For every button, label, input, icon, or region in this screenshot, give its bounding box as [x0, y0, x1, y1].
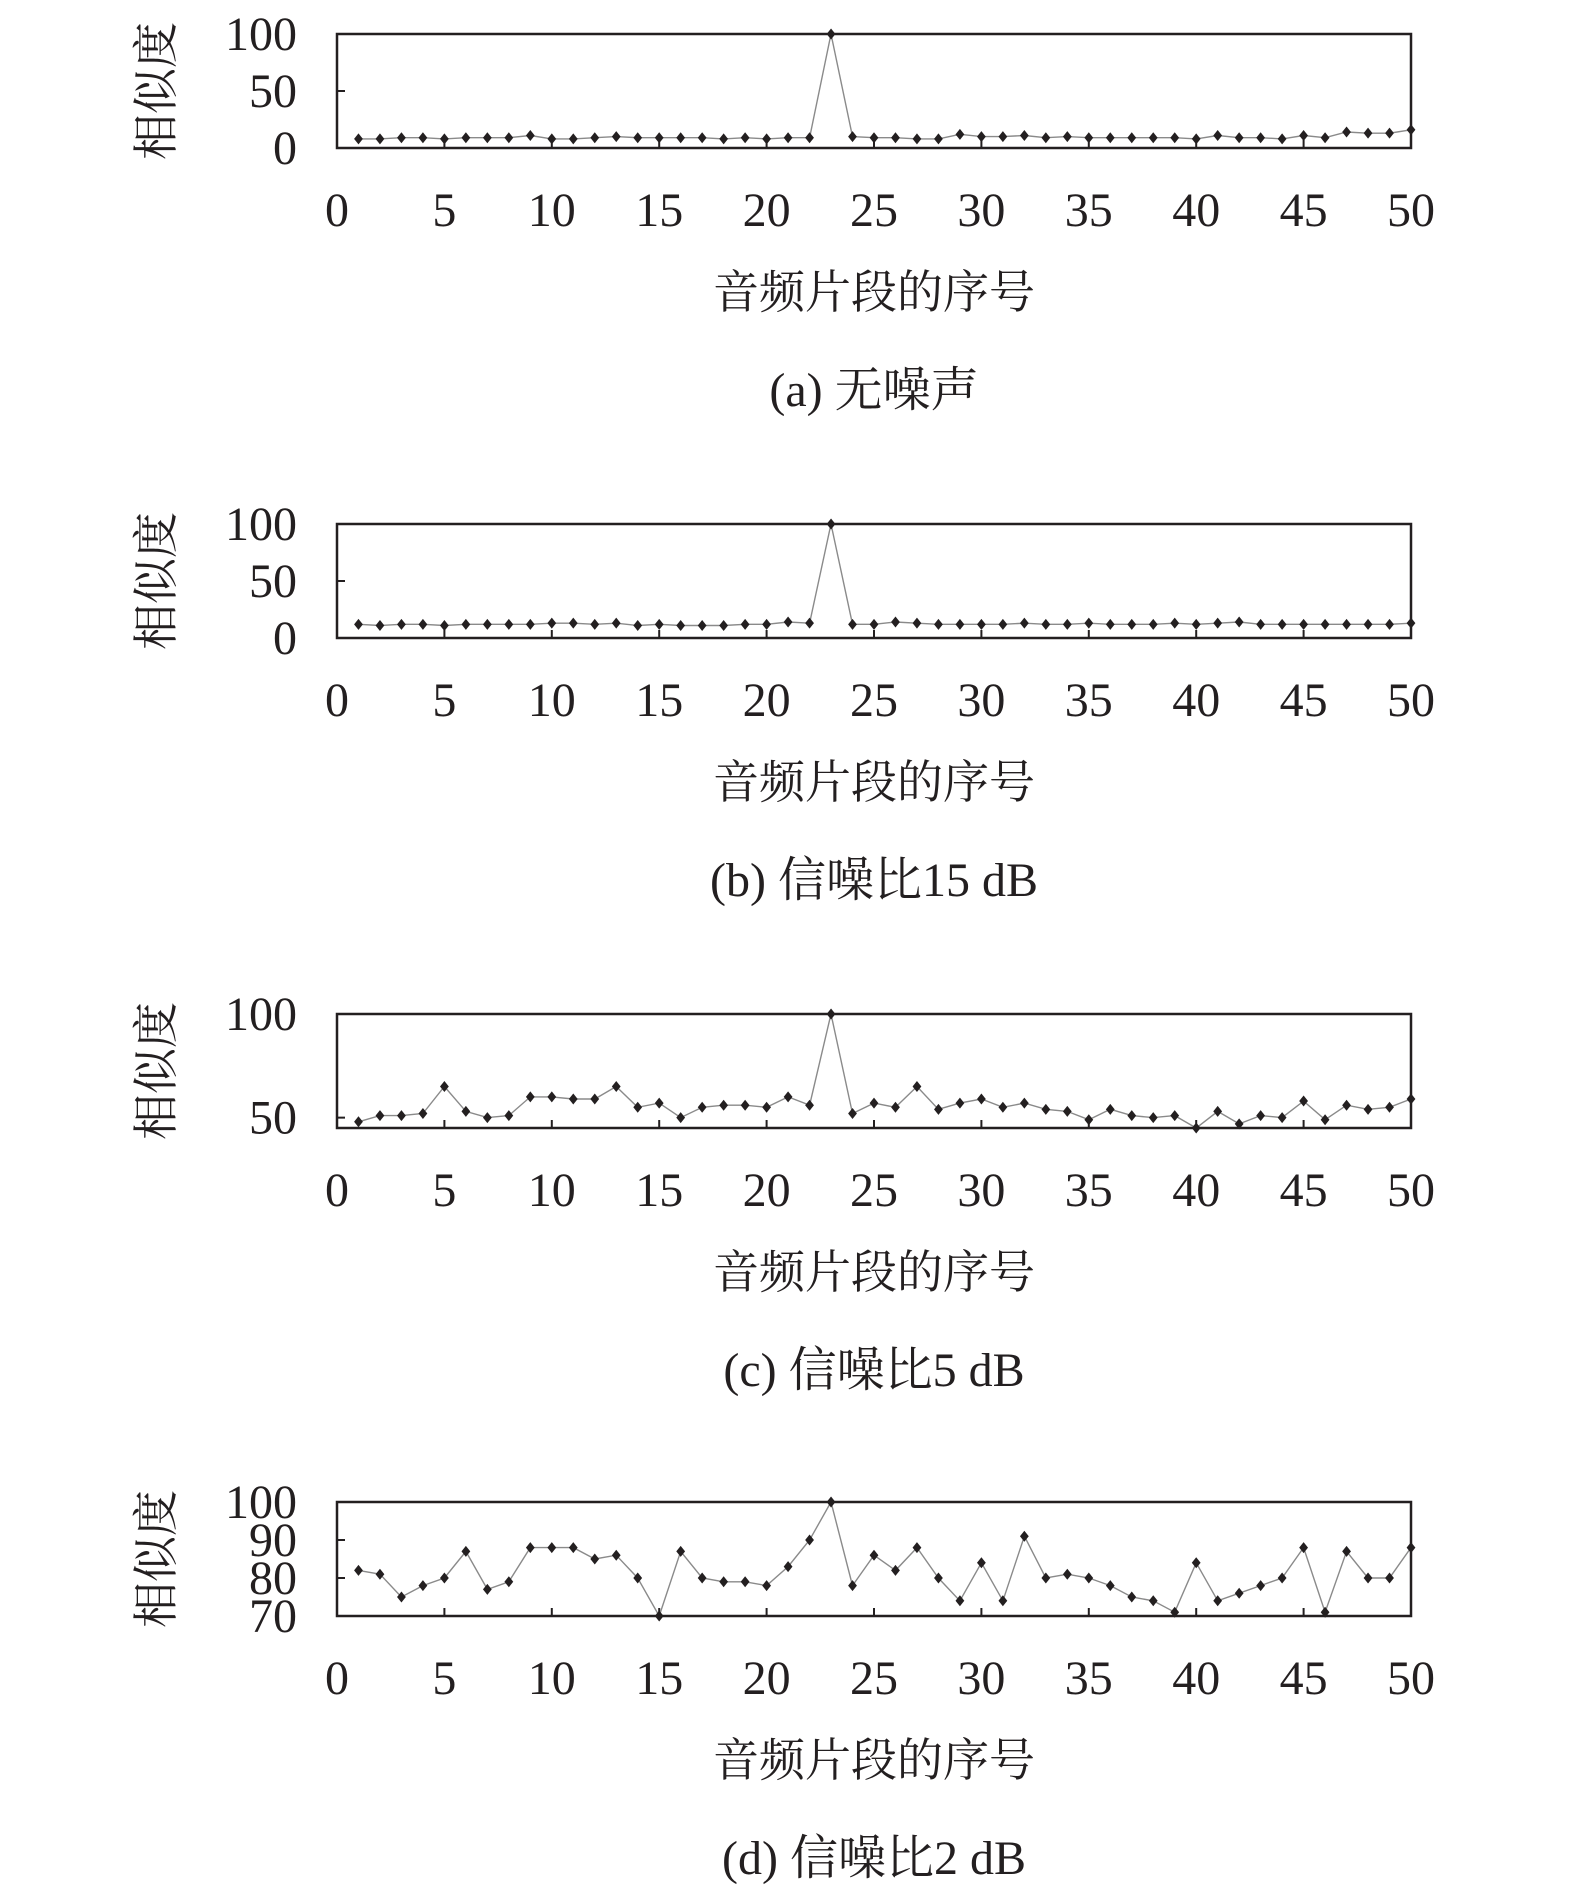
data-point-a-32 [1020, 130, 1029, 141]
data-point-b-9 [526, 619, 535, 630]
chart-panel-b [0, 490, 1575, 950]
data-point-a-9 [526, 130, 535, 141]
data-point-b-32 [1020, 618, 1029, 629]
x-tick-label-c-45: 45 [1279, 1164, 1328, 1217]
y-axis-label-d: 相似度 [129, 1490, 183, 1628]
chart-caption-c: (c) 信噪比5 dB [723, 1344, 1025, 1397]
data-point-b-7 [483, 619, 492, 630]
data-point-b-10 [547, 618, 556, 629]
data-point-d-20 [762, 1580, 771, 1591]
data-point-b-20 [762, 619, 771, 630]
data-point-b-38 [1149, 619, 1158, 630]
data-point-c-38 [1149, 1112, 1158, 1123]
data-point-b-39 [1170, 618, 1179, 629]
data-point-b-41 [1213, 618, 1222, 629]
data-point-a-7 [483, 132, 492, 143]
data-point-c-15 [655, 1098, 664, 1109]
y-tick-label-b-100: 100 [225, 498, 297, 551]
x-tick-label-c-25: 25 [850, 1164, 898, 1217]
x-tick-label-a-25: 25 [850, 184, 898, 237]
data-point-a-36 [1106, 132, 1115, 143]
data-point-b-12 [590, 619, 599, 630]
data-point-c-12 [590, 1093, 599, 1104]
data-point-b-25 [870, 619, 879, 630]
y-tick-label-a-100: 100 [225, 8, 297, 61]
chart-caption-a: (a) 无噪声 [769, 364, 979, 417]
data-point-c-10 [547, 1091, 556, 1102]
data-point-c-11 [569, 1093, 578, 1104]
data-point-a-1 [354, 133, 363, 144]
x-tick-label-a-20: 20 [742, 184, 791, 237]
x-tick-label-b-35: 35 [1064, 674, 1113, 727]
x-axis-label-c: 音频片段的序号 [713, 1245, 1035, 1299]
data-point-c-8 [504, 1110, 513, 1121]
data-point-a-25 [870, 132, 879, 143]
x-tick-label-d-45: 45 [1279, 1652, 1328, 1705]
data-point-b-5 [440, 620, 449, 631]
data-point-b-49 [1385, 619, 1394, 630]
data-point-a-50 [1407, 124, 1416, 135]
data-point-b-13 [612, 618, 621, 629]
data-point-a-46 [1321, 132, 1330, 143]
data-point-b-44 [1278, 619, 1287, 630]
x-tick-label-d-30: 30 [957, 1652, 1006, 1705]
data-point-c-37 [1127, 1110, 1136, 1121]
data-point-a-45 [1299, 130, 1308, 141]
data-point-d-12 [590, 1554, 599, 1565]
y-tick-label-a-0: 0 [273, 122, 297, 175]
data-point-c-34 [1063, 1106, 1072, 1117]
x-tick-label-d-15: 15 [635, 1652, 684, 1705]
data-point-b-43 [1256, 619, 1265, 630]
data-point-c-24 [848, 1108, 857, 1119]
data-point-c-35 [1084, 1114, 1093, 1125]
data-point-a-24 [848, 131, 857, 142]
data-point-c-43 [1256, 1110, 1265, 1121]
data-point-a-38 [1149, 132, 1158, 143]
data-point-c-9 [526, 1091, 535, 1102]
data-point-a-13 [612, 131, 621, 142]
x-tick-label-b-0: 0 [325, 674, 349, 727]
data-point-a-48 [1364, 128, 1373, 139]
data-point-a-27 [913, 133, 922, 144]
data-point-a-18 [719, 133, 728, 144]
data-point-d-19 [741, 1576, 750, 1587]
data-point-a-10 [547, 133, 556, 144]
x-tick-label-c-50: 50 [1387, 1164, 1435, 1217]
data-point-b-19 [741, 619, 750, 630]
x-tick-label-b-5: 5 [432, 674, 457, 727]
data-point-c-1 [354, 1116, 363, 1127]
data-point-b-37 [1127, 619, 1136, 630]
data-point-b-45 [1299, 619, 1308, 630]
data-point-a-22 [805, 132, 814, 143]
data-point-c-32 [1020, 1098, 1029, 1109]
data-point-b-16 [676, 620, 685, 631]
data-point-a-5 [440, 133, 449, 144]
data-point-c-3 [397, 1110, 406, 1121]
data-point-a-31 [998, 131, 1007, 142]
data-point-b-8 [504, 619, 513, 630]
data-point-b-46 [1321, 619, 1330, 630]
data-point-d-23 [827, 1497, 836, 1508]
data-point-d-35 [1084, 1573, 1093, 1584]
data-point-a-19 [741, 132, 750, 143]
y-tick-label-d-70: 70 [249, 1590, 297, 1643]
x-tick-label-b-25: 25 [850, 674, 898, 727]
chart-panel-a [0, 0, 1575, 460]
data-point-d-34 [1063, 1569, 1072, 1580]
chart-svg-d [0, 1468, 1575, 1904]
y-axis-label-c: 相似度 [129, 1002, 183, 1140]
data-point-d-38 [1149, 1595, 1158, 1606]
data-point-d-43 [1256, 1580, 1265, 1591]
data-point-c-49 [1385, 1102, 1394, 1113]
data-point-c-21 [784, 1091, 793, 1102]
data-point-b-27 [913, 618, 922, 629]
y-tick-label-d-90: 90 [249, 1514, 297, 1567]
data-point-b-22 [805, 618, 814, 629]
chart-svg-b [0, 490, 1575, 950]
data-point-d-37 [1127, 1592, 1136, 1603]
data-point-c-17 [698, 1102, 707, 1113]
data-point-b-29 [956, 619, 965, 630]
data-point-b-35 [1084, 618, 1093, 629]
data-point-b-14 [633, 620, 642, 631]
y-tick-label-b-0: 0 [273, 612, 297, 665]
x-axis-label-a: 音频片段的序号 [713, 265, 1035, 319]
x-tick-label-a-10: 10 [527, 184, 576, 237]
data-point-d-15 [655, 1611, 664, 1622]
data-point-a-23 [827, 29, 836, 40]
data-point-a-26 [891, 132, 900, 143]
x-tick-label-b-40: 40 [1172, 674, 1221, 727]
x-tick-label-c-35: 35 [1064, 1164, 1113, 1217]
y-tick-label-d-80: 80 [249, 1552, 297, 1605]
x-tick-label-c-15: 15 [635, 1164, 684, 1217]
data-point-b-23 [827, 519, 836, 530]
data-point-a-35 [1084, 132, 1093, 143]
data-point-a-47 [1342, 127, 1351, 138]
data-point-a-42 [1235, 132, 1244, 143]
data-point-a-20 [762, 133, 771, 144]
data-point-a-43 [1256, 132, 1265, 143]
y-axis-label-a: 相似度 [129, 22, 183, 160]
data-point-b-26 [891, 617, 900, 628]
data-point-c-22 [805, 1100, 814, 1111]
data-point-b-1 [354, 619, 363, 630]
data-point-b-18 [719, 620, 728, 631]
data-point-d-31 [998, 1595, 1007, 1606]
chart-caption-d: (d) 信噪比2 dB [722, 1832, 1026, 1885]
data-point-d-7 [483, 1584, 492, 1595]
x-tick-label-a-15: 15 [635, 184, 684, 237]
data-point-c-25 [870, 1098, 879, 1109]
data-point-a-33 [1041, 132, 1050, 143]
x-tick-label-b-15: 15 [635, 674, 684, 727]
x-tick-label-a-40: 40 [1172, 184, 1221, 237]
data-point-c-16 [676, 1112, 685, 1123]
data-point-b-48 [1364, 619, 1373, 630]
x-tick-label-a-30: 30 [957, 184, 1006, 237]
data-point-d-4 [419, 1580, 428, 1591]
data-point-d-18 [719, 1576, 728, 1587]
data-point-a-44 [1278, 133, 1287, 144]
x-tick-label-d-20: 20 [742, 1652, 791, 1705]
data-point-a-49 [1385, 128, 1394, 139]
data-point-c-39 [1170, 1110, 1179, 1121]
x-tick-label-a-5: 5 [432, 184, 457, 237]
data-point-c-45 [1299, 1096, 1308, 1107]
data-point-a-21 [784, 132, 793, 143]
data-point-c-48 [1364, 1104, 1373, 1115]
data-point-a-4 [419, 132, 428, 143]
data-point-d-30 [977, 1557, 986, 1568]
x-tick-label-d-25: 25 [850, 1652, 898, 1705]
data-point-b-6 [461, 619, 470, 630]
x-tick-label-a-35: 35 [1064, 184, 1113, 237]
x-tick-label-b-20: 20 [742, 674, 791, 727]
data-point-d-41 [1213, 1595, 1222, 1606]
x-tick-label-c-10: 10 [527, 1164, 576, 1217]
chart-panel-d [0, 1468, 1575, 1904]
plot-frame-a [337, 34, 1411, 148]
data-point-b-34 [1063, 619, 1072, 630]
x-tick-label-d-50: 50 [1387, 1652, 1435, 1705]
data-point-c-47 [1342, 1100, 1351, 1111]
data-point-c-30 [977, 1093, 986, 1104]
data-point-a-28 [934, 133, 943, 144]
data-point-c-46 [1321, 1114, 1330, 1125]
data-point-c-18 [719, 1100, 728, 1111]
chart-caption-b: (b) 信噪比15 dB [710, 854, 1038, 907]
data-point-c-36 [1106, 1104, 1115, 1115]
data-point-a-6 [461, 132, 470, 143]
data-point-a-30 [977, 131, 986, 142]
y-tick-label-b-50: 50 [249, 555, 297, 608]
chart-svg-a [0, 0, 1575, 460]
data-point-b-3 [397, 619, 406, 630]
x-tick-label-b-30: 30 [957, 674, 1006, 727]
x-tick-label-c-20: 20 [742, 1164, 791, 1217]
x-tick-label-b-45: 45 [1279, 674, 1328, 727]
series-line-b [359, 524, 1412, 626]
data-point-c-41 [1213, 1106, 1222, 1117]
data-point-a-11 [569, 133, 578, 144]
data-point-d-42 [1235, 1588, 1244, 1599]
data-point-a-16 [676, 132, 685, 143]
x-tick-label-c-30: 30 [957, 1164, 1006, 1217]
data-point-b-17 [698, 620, 707, 631]
series-line-c [359, 1014, 1412, 1128]
data-point-a-39 [1170, 132, 1179, 143]
data-point-c-20 [762, 1102, 771, 1113]
data-point-b-36 [1106, 619, 1115, 630]
data-point-b-30 [977, 619, 986, 630]
data-point-b-2 [376, 620, 385, 631]
x-tick-label-a-0: 0 [325, 184, 349, 237]
x-tick-label-a-50: 50 [1387, 184, 1435, 237]
x-axis-label-b: 音频片段的序号 [713, 755, 1035, 809]
data-point-c-19 [741, 1100, 750, 1111]
x-tick-label-c-5: 5 [432, 1164, 457, 1217]
data-point-d-10 [547, 1542, 556, 1553]
x-tick-label-a-45: 45 [1279, 184, 1328, 237]
data-point-b-40 [1192, 619, 1201, 630]
data-point-b-21 [784, 617, 793, 628]
data-point-d-11 [569, 1542, 578, 1553]
x-tick-label-d-10: 10 [527, 1652, 576, 1705]
x-tick-label-d-40: 40 [1172, 1652, 1221, 1705]
data-point-a-3 [397, 132, 406, 143]
data-point-d-36 [1106, 1580, 1115, 1591]
y-axis-label-b: 相似度 [129, 512, 183, 650]
y-tick-label-c-100: 100 [225, 988, 297, 1041]
data-point-b-24 [848, 619, 857, 630]
data-point-b-15 [655, 619, 664, 630]
series-line-a [359, 34, 1412, 139]
y-tick-label-a-50: 50 [249, 65, 297, 118]
data-point-b-28 [934, 619, 943, 630]
plot-frame-c [337, 1014, 1411, 1128]
data-point-a-8 [504, 132, 513, 143]
x-tick-label-b-10: 10 [527, 674, 576, 727]
chart-panel-c [0, 980, 1575, 1440]
x-tick-label-b-50: 50 [1387, 674, 1435, 727]
data-point-a-14 [633, 132, 642, 143]
y-tick-label-c-50: 50 [249, 1091, 297, 1145]
data-point-c-33 [1041, 1104, 1050, 1115]
data-point-a-37 [1127, 132, 1136, 143]
data-point-c-29 [956, 1098, 965, 1109]
data-point-b-33 [1041, 619, 1050, 630]
data-point-d-32 [1020, 1531, 1029, 1542]
data-point-a-34 [1063, 131, 1072, 142]
data-point-c-2 [376, 1110, 385, 1121]
data-point-a-12 [590, 132, 599, 143]
data-point-a-2 [376, 133, 385, 144]
data-point-c-40 [1192, 1123, 1201, 1134]
data-point-b-50 [1407, 618, 1416, 629]
x-tick-label-d-5: 5 [432, 1652, 457, 1705]
data-point-b-42 [1235, 617, 1244, 628]
data-point-c-23 [827, 1009, 836, 1020]
chart-svg-c [0, 980, 1575, 1440]
y-tick-label-d-100: 100 [225, 1476, 297, 1529]
data-point-b-11 [569, 618, 578, 629]
data-point-d-33 [1041, 1573, 1050, 1584]
x-tick-label-d-35: 35 [1064, 1652, 1113, 1705]
data-point-b-31 [998, 619, 1007, 630]
series-line-d [359, 1502, 1412, 1616]
data-point-b-4 [419, 619, 428, 630]
data-point-a-41 [1213, 130, 1222, 141]
data-point-b-47 [1342, 619, 1351, 630]
data-point-c-44 [1278, 1112, 1287, 1123]
x-axis-label-d: 音频片段的序号 [713, 1733, 1035, 1787]
x-tick-label-c-0: 0 [325, 1164, 349, 1217]
data-point-d-40 [1192, 1557, 1201, 1568]
x-tick-label-c-40: 40 [1172, 1164, 1221, 1217]
data-point-d-1 [354, 1565, 363, 1576]
data-point-a-29 [956, 129, 965, 140]
data-point-a-15 [655, 132, 664, 143]
data-point-c-7 [483, 1112, 492, 1123]
data-point-a-17 [698, 132, 707, 143]
data-point-c-31 [998, 1102, 1007, 1113]
data-point-a-40 [1192, 133, 1201, 144]
data-point-c-50 [1407, 1093, 1416, 1104]
x-tick-label-d-0: 0 [325, 1652, 349, 1705]
